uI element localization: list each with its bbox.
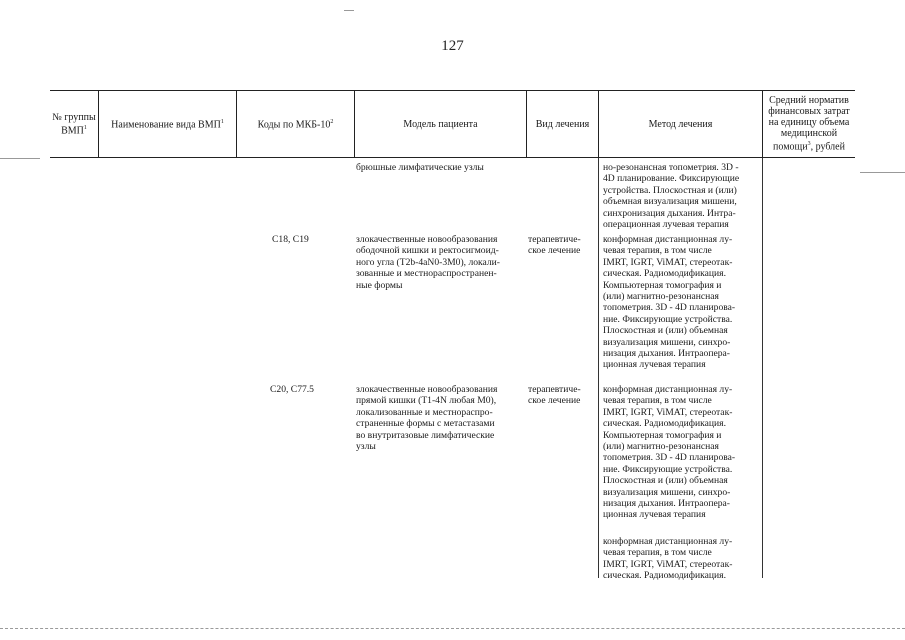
header-vmp-name	[98, 91, 236, 157]
row-2-codes: C20, C77.5	[270, 384, 314, 395]
header-treatment-method-text: Метод лечения	[648, 118, 713, 130]
footnote-ref: 1	[220, 119, 224, 126]
table-header	[50, 90, 855, 158]
column-divider	[762, 158, 763, 578]
header-group-number	[50, 91, 98, 157]
page-number: 127	[441, 38, 464, 54]
header-patient-model	[354, 91, 526, 157]
row-2-treatment: терапевтиче- ское лечение	[528, 384, 581, 407]
scan-artifact	[0, 628, 905, 630]
header-treatment-method	[598, 91, 762, 157]
row-2-method: конформная дистанционная лу- чевая терапия, в том числе IMRT, IGRT, ViMAT, стереотак- сическая. Радиомодификация. Компьютерная томография и (или) магнитно-резонансная топометрия. 3D - 4D планирова- ние. Фиксирующие устройства. Плоскостная и (или) объемная визуализация мишени, синхро- низация дыхания. Интраопера- ционная лучевая терапия	[603, 384, 736, 521]
header-patient-model-text: Модель пациента	[403, 118, 478, 130]
header-cost-text: Средний норматив финансовых затрат на единицу объема медицинской помощи	[768, 95, 850, 153]
footnote-ref: 3	[807, 141, 811, 148]
scan-artifact	[860, 172, 905, 173]
header-group-text: № группы ВМП	[52, 111, 96, 137]
footnote-ref: 2	[330, 119, 334, 126]
row-3-method: конформная дистанционная лу- чевая терапия, в том числе IMRT, IGRT, ViMAT, стереотак- сическая. Радиомодификация.	[603, 536, 733, 582]
row-1-codes: C18, C19	[272, 234, 309, 245]
table	[50, 90, 855, 588]
column-divider	[598, 158, 599, 578]
row-2-model: злокачественные новообразования прямой кишки (T1-4N любая M0), локализованные и местнораспро- страненные формы с метастазами во внутритазовые лимфатические узлы	[356, 384, 498, 453]
table-body	[50, 158, 855, 588]
scan-artifact	[0, 158, 40, 159]
row-1-treatment: терапевтиче- ское лечение	[528, 234, 581, 257]
header-cost	[762, 91, 855, 157]
scan-artifact	[344, 10, 354, 11]
header-treatment-type-text: Вид лечения	[535, 118, 590, 130]
row-0-model: брюшные лимфатические узлы	[356, 162, 484, 173]
footnote-ref: 1	[83, 124, 87, 131]
header-icd-codes-text: Коды по МКБ-10	[257, 119, 331, 131]
header-treatment-type	[526, 91, 598, 157]
header-icd-codes	[236, 91, 354, 157]
row-1-model: злокачественные новообразования ободочной кишки и ректосигмоид- ного угла (T2b-4aN0-3M0), локали- зованные и местнораспространен- ные формы	[356, 234, 501, 291]
row-1-method: конформная дистанционная лу- чевая терапия, в том числе IMRT, IGRT, ViMAT, стереотак- сическая. Радиомодификация. Компьютерная томография и (или) магнитно-резонансная топометрия. 3D - 4D планирова- ние. Фиксирующие устройства. Плоскостная и (или) объемная визуализация мишени, синхро- низация дыхания. Интраопера- ционная лучевая терапия	[603, 234, 736, 371]
row-0-method: но-резонансная топометрия. 3D - 4D планирование. Фиксирующие устройства. Плоскостная и (или) объемная визуализация мишени, синхронизация дыхания. Интра- операционная лучевая терапия	[603, 162, 740, 231]
header-vmp-name-text: Наименование вида ВМП	[111, 119, 221, 131]
header-cost-unit: , рублей	[810, 141, 845, 153]
